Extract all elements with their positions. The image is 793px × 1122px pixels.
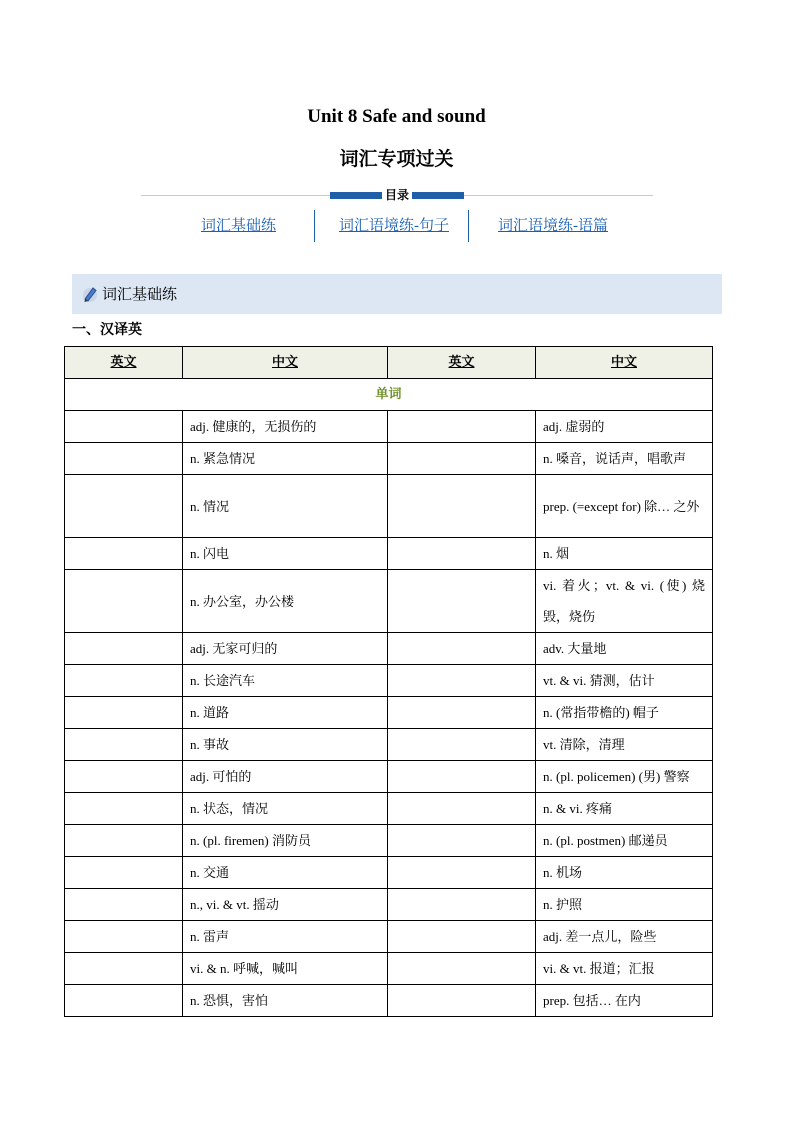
table-row (65, 538, 713, 570)
english-answer-cell[interactable] (388, 411, 536, 443)
table-row (65, 633, 713, 665)
pencil-icon (80, 284, 100, 304)
vocab-table (64, 346, 713, 1017)
chinese-meaning-cell: n. 长途汽车 (183, 665, 388, 697)
english-answer-cell[interactable] (65, 538, 183, 570)
chinese-meaning-cell: adj. 差一点儿，险些 (536, 921, 713, 953)
document-title: Unit 8 Safe and sound (307, 106, 486, 127)
chinese-meaning-cell: n. & vi. 疼痛 (536, 793, 713, 825)
part-heading: 一、汉译英 (72, 322, 142, 338)
chinese-meaning-cell: vi. & n. 呼喊，喊叫 (183, 953, 388, 985)
english-answer-cell[interactable] (388, 475, 536, 538)
table-row (65, 825, 713, 857)
chinese-meaning-cell: prep. (=except for) 除… 之外 (536, 475, 713, 538)
english-answer-cell[interactable] (388, 729, 536, 761)
english-answer-cell[interactable] (65, 953, 183, 985)
english-answer-cell[interactable] (388, 953, 536, 985)
chinese-meaning-cell: n. (pl. firemen) 消防员 (183, 825, 388, 857)
toc-label: 目录 (382, 187, 412, 203)
chinese-meaning-cell: n. (pl. policemen) (男) 警察 (536, 761, 713, 793)
table-row (65, 570, 713, 633)
chinese-meaning-cell: n. 紧急情况 (183, 443, 388, 475)
table-row (65, 443, 713, 475)
table-row (65, 697, 713, 729)
table-row (65, 761, 713, 793)
english-answer-cell[interactable] (388, 889, 536, 921)
chinese-meaning-cell: n. 办公室，办公楼 (183, 570, 388, 633)
english-answer-cell[interactable] (388, 538, 536, 570)
column-header-english: 英文 (65, 347, 183, 379)
english-answer-cell[interactable] (388, 825, 536, 857)
toc-separator (468, 210, 469, 242)
english-answer-cell[interactable] (65, 985, 183, 1017)
toc-bar-left (330, 192, 382, 199)
section-title: 词汇基础练 (102, 285, 178, 303)
table-row (65, 857, 713, 889)
english-answer-cell[interactable] (388, 793, 536, 825)
chinese-meaning-cell: adj. 虚弱的 (536, 411, 713, 443)
column-header-chinese: 中文 (183, 347, 388, 379)
english-answer-cell[interactable] (65, 665, 183, 697)
english-answer-cell[interactable] (65, 697, 183, 729)
toc-link-vocab-passage[interactable]: 词汇语境练-语篇 (498, 218, 608, 234)
english-answer-cell[interactable] (65, 570, 183, 633)
english-answer-cell[interactable] (65, 633, 183, 665)
table-row (65, 665, 713, 697)
chinese-meaning-cell: n. 机场 (536, 857, 713, 889)
english-answer-cell[interactable] (388, 985, 536, 1017)
english-answer-cell[interactable] (65, 761, 183, 793)
chinese-meaning-cell: adj. 健康的，无损伤的 (183, 411, 388, 443)
table-row (65, 793, 713, 825)
english-answer-cell[interactable] (65, 825, 183, 857)
chinese-meaning-cell: n. 情况 (183, 475, 388, 538)
toc-link-vocab-sentence[interactable]: 词汇语境练-句子 (339, 218, 449, 234)
chinese-meaning-cell: n. 护照 (536, 889, 713, 921)
chinese-meaning-cell: vt. 清除，清理 (536, 729, 713, 761)
chinese-meaning-cell: n. 交通 (183, 857, 388, 889)
english-answer-cell[interactable] (65, 729, 183, 761)
column-header-english: 英文 (388, 347, 536, 379)
group-label: 单词 (65, 379, 713, 411)
chinese-meaning-cell: n. 烟 (536, 538, 713, 570)
chinese-meaning-cell: n. 闪电 (183, 538, 388, 570)
chinese-meaning-cell: vt. & vi. 猜测，估计 (536, 665, 713, 697)
table-row (65, 953, 713, 985)
english-answer-cell[interactable] (65, 793, 183, 825)
english-answer-cell[interactable] (388, 857, 536, 889)
section-header (72, 274, 722, 314)
english-answer-cell[interactable] (388, 633, 536, 665)
english-answer-cell[interactable] (65, 411, 183, 443)
chinese-meaning-cell: vi. & vt. 报道；汇报 (536, 953, 713, 985)
chinese-meaning-cell: prep. 包括… 在内 (536, 985, 713, 1017)
table-row (65, 475, 713, 538)
document-subtitle: 词汇专项过关 (339, 148, 454, 170)
english-answer-cell[interactable] (388, 443, 536, 475)
toc-separator (314, 210, 315, 242)
chinese-meaning-cell: n. 雷声 (183, 921, 388, 953)
english-answer-cell[interactable] (65, 921, 183, 953)
chinese-meaning-cell: n. (常指带檐的) 帽子 (536, 697, 713, 729)
chinese-meaning-cell: n., vi. & vt. 摇动 (183, 889, 388, 921)
chinese-meaning-cell: n. 嗓音，说话声，唱歌声 (536, 443, 713, 475)
chinese-meaning-cell: vi. 着火；vt. & vi. (使) 烧毁，烧伤 (536, 570, 713, 633)
english-answer-cell[interactable] (65, 857, 183, 889)
english-answer-cell[interactable] (65, 889, 183, 921)
english-answer-cell[interactable] (388, 761, 536, 793)
table-row (65, 921, 713, 953)
toc-bar-right (412, 192, 464, 199)
column-header-chinese: 中文 (536, 347, 713, 379)
chinese-meaning-cell: adj. 可怕的 (183, 761, 388, 793)
english-answer-cell[interactable] (388, 665, 536, 697)
chinese-meaning-cell: n. (pl. postmen) 邮递员 (536, 825, 713, 857)
table-row (65, 411, 713, 443)
english-answer-cell[interactable] (388, 921, 536, 953)
table-row (65, 729, 713, 761)
english-answer-cell[interactable] (65, 443, 183, 475)
chinese-meaning-cell: n. 事故 (183, 729, 388, 761)
chinese-meaning-cell: adj. 无家可归的 (183, 633, 388, 665)
chinese-meaning-cell: n. 道路 (183, 697, 388, 729)
chinese-meaning-cell: n. 状态，情况 (183, 793, 388, 825)
chinese-meaning-cell: n. 恐惧，害怕 (183, 985, 388, 1017)
english-answer-cell[interactable] (65, 475, 183, 538)
table-row (65, 889, 713, 921)
english-answer-cell[interactable] (388, 570, 536, 633)
table-row (65, 985, 713, 1017)
chinese-meaning-cell: adv. 大量地 (536, 633, 713, 665)
english-answer-cell[interactable] (388, 697, 536, 729)
toc-link-vocab-basic[interactable]: 词汇基础练 (201, 218, 277, 234)
